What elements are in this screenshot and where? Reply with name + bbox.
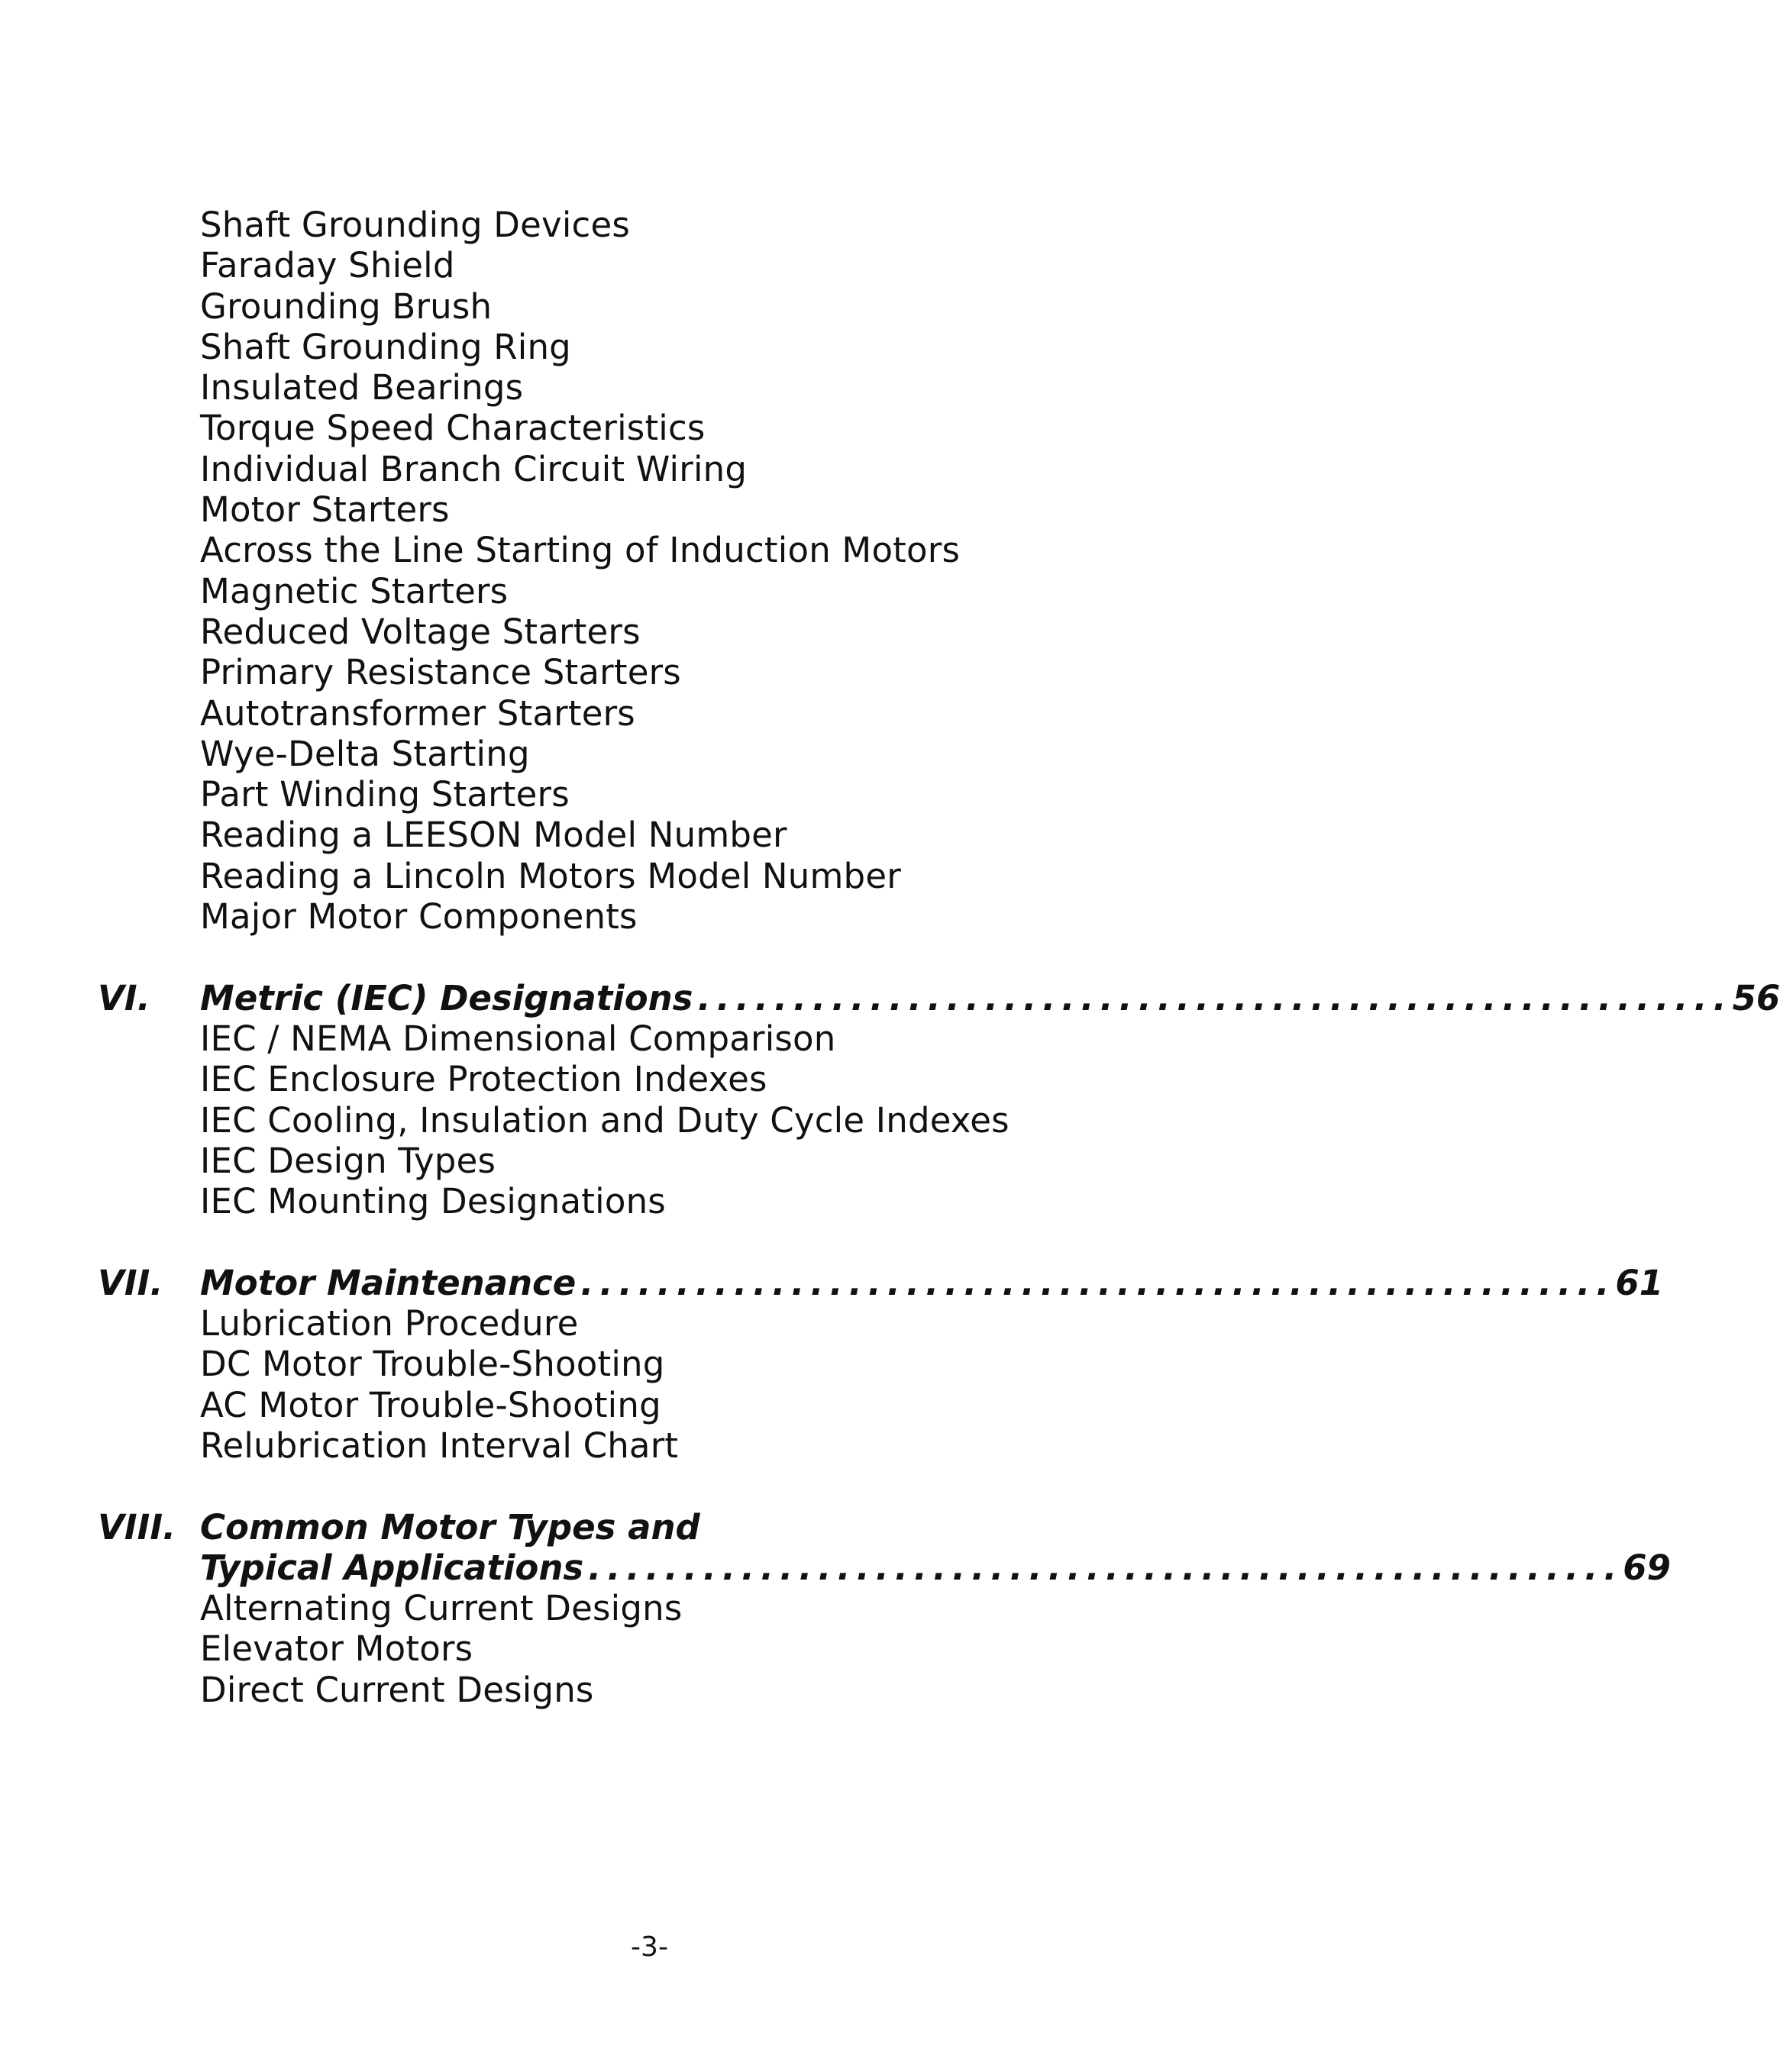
toc-item: Grounding Brush	[200, 286, 493, 327]
toc-item: Reading a LEESON Model Number	[200, 815, 787, 856]
toc-item: Individual Branch Circuit Wiring	[200, 448, 748, 489]
toc-item: IEC Enclosure Protection Indexes	[200, 1059, 767, 1100]
toc-item: Autotransformer Starters	[200, 692, 635, 734]
toc-item: IEC Cooling, Insulation and Duty Cycle Indexes	[200, 1099, 1010, 1141]
toc-item: Shaft Grounding Devices	[200, 205, 631, 245]
toc-item: IEC Design Types	[200, 1140, 496, 1181]
toc-item: DC Motor Trouble-Shooting	[200, 1344, 665, 1385]
section-spacer	[98, 1222, 1182, 1262]
section-numeral: VII.	[98, 1262, 163, 1303]
section-page-number: 69	[1623, 1547, 1671, 1588]
section-heading-vi	[98, 977, 1780, 1018]
toc-item: Lubrication Procedure	[200, 1303, 579, 1344]
page-number: -3-	[631, 1932, 668, 1963]
toc-item: Relubrication Interval Chart	[200, 1425, 679, 1466]
toc-item: Faraday Shield	[200, 245, 455, 286]
dot-leader: ......................................................	[697, 977, 1733, 1018]
toc-item: Wye-Delta Starting	[200, 733, 530, 774]
section-heading-vii	[98, 1262, 1664, 1303]
toc-item: Across the Line Starting of Induction Motors	[200, 530, 961, 571]
toc-item: Insulated Bearings	[200, 367, 524, 408]
section-numeral: VIII.	[98, 1506, 176, 1548]
table-of-contents	[98, 205, 1780, 1710]
section-heading-viii-line2	[98, 1547, 1671, 1588]
toc-item: Magnetic Starters	[200, 570, 509, 612]
dot-leader: ......................................................	[580, 1262, 1616, 1303]
toc-item: IEC Mounting Designations	[200, 1181, 666, 1222]
section-title: Typical Applications	[200, 1547, 584, 1588]
toc-item: Direct Current Designs	[200, 1669, 594, 1710]
dot-leader: ......................................................	[588, 1547, 1623, 1588]
toc-item: Alternating Current Designs	[200, 1588, 683, 1629]
section-page-number: 61	[1615, 1262, 1664, 1303]
toc-item: IEC / NEMA Dimensional Comparison	[200, 1018, 836, 1059]
section-title-line1: Common Motor Types and	[200, 1506, 700, 1548]
toc-item: Motor Starters	[200, 489, 450, 531]
section-spacer	[98, 937, 1182, 977]
toc-item: Reading a Lincoln Motors Model Number	[200, 855, 901, 896]
toc-item: Torque Speed Characteristics	[200, 408, 706, 449]
toc-item: Reduced Voltage Starters	[200, 611, 641, 652]
toc-item: Primary Resistance Starters	[200, 652, 681, 693]
section-page-number: 56	[1732, 977, 1780, 1018]
toc-item: Part Winding Starters	[200, 774, 570, 815]
section-numeral: VI.	[98, 977, 150, 1018]
toc-item: AC Motor Trouble-Shooting	[200, 1384, 661, 1425]
toc-item: Shaft Grounding Ring	[200, 326, 571, 367]
section-title: Motor Maintenance	[200, 1262, 577, 1303]
section-title: Metric (IEC) Designations	[200, 977, 693, 1018]
section-spacer	[98, 1466, 1182, 1506]
toc-item: Major Motor Components	[200, 896, 638, 938]
toc-item: Elevator Motors	[200, 1628, 473, 1670]
section-heading-viii	[98, 1507, 1182, 1548]
